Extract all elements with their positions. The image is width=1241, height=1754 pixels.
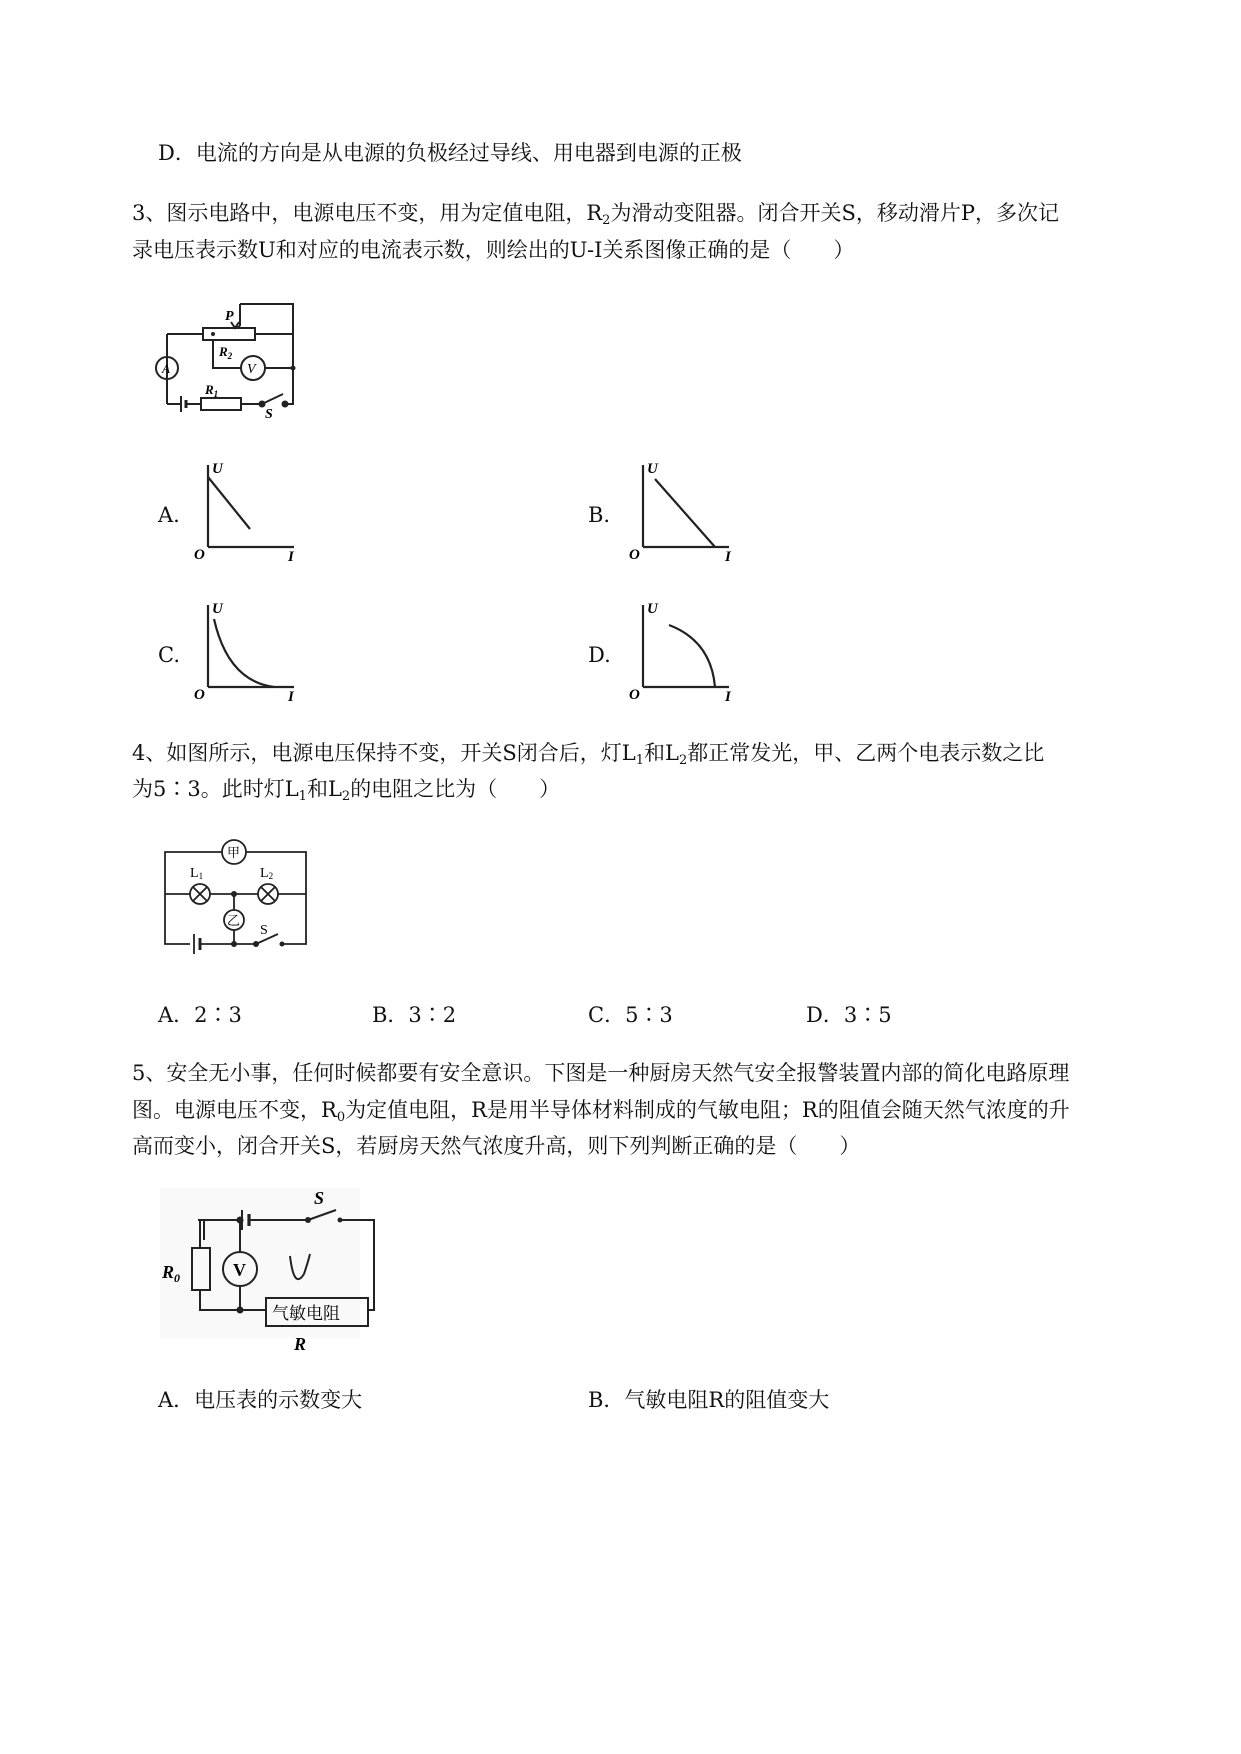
q4-option-c[interactable]: C．5∶3 <box>588 1003 673 1027</box>
r1-label: $R_1$ <box>205 382 219 399</box>
q4-option-b[interactable]: B．3∶2 <box>372 1003 457 1027</box>
q4-text: 4、如图所示，电源电压保持不变，开关S闭合后，灯L <box>132 741 636 765</box>
q5-sub: 0 <box>336 1110 346 1125</box>
q5-stem-line2 <box>132 1095 1070 1133</box>
ammeter-label: A <box>162 361 170 376</box>
switch-s-label: S <box>314 1188 325 1208</box>
q4-stem-line1 <box>132 738 1044 776</box>
lamp-l1-label: L1 <box>190 866 204 881</box>
q3-stem-line2: 录电压表示数U和对应的电流表示数，则绘出的U-I关系图像正确的是（ ） <box>132 238 855 262</box>
origin-label: O <box>194 547 205 563</box>
i-axis-label: I <box>288 549 294 565</box>
q3-circuit-diagram <box>155 298 305 420</box>
origin-label: O <box>194 687 205 703</box>
voltmeter-label: V <box>233 1260 246 1280</box>
i-axis-label: I <box>725 689 731 705</box>
i-axis-label: I <box>725 549 731 565</box>
q4-sub: 1 <box>298 789 307 804</box>
q3-option-d-label[interactable]: D. <box>588 643 611 667</box>
q5-option-a[interactable]: A．电压表的示数变大 <box>158 1388 363 1412</box>
q4-text: 都正常发光，甲、乙两个电表示数之比 <box>687 741 1045 765</box>
origin-label: O <box>629 687 640 703</box>
q4-text: 和L <box>306 777 342 801</box>
q3-option-a-label[interactable]: A. <box>158 503 180 527</box>
q5-circuit-diagram <box>158 1180 388 1358</box>
u-axis-label: U <box>647 601 658 617</box>
q3-graph-b[interactable] <box>625 455 745 565</box>
q4-text: 和L <box>643 741 679 765</box>
q5-text: 为定值电阻，R是用半导体材料制成的气敏电阻；R的阻值会随天然气浓度的升 <box>345 1098 1070 1122</box>
q3-graph-a[interactable] <box>190 455 310 565</box>
switch-s-label: S <box>265 407 273 420</box>
q3-stem-line1 <box>132 198 1059 236</box>
q4-text: 为5∶3。此时灯L <box>132 777 299 801</box>
origin-label: O <box>629 547 640 563</box>
prev-option-d: D．电流的方向是从电源的负极经过导线、用电器到电源的正极 <box>158 141 742 165</box>
r2-label: $R_2$ <box>219 344 233 361</box>
q5-stem-line1: 5、安全无小事，任何时候都要有安全意识。下图是一种厨房天然气安全报警装置内部的简化电路原理 <box>132 1061 1070 1085</box>
u-axis-label: U <box>212 461 223 477</box>
q4-stem-line2 <box>132 774 560 812</box>
u-axis-label: U <box>212 601 223 617</box>
switch-s-label: S <box>260 923 268 938</box>
q3-text: 3、图示电路中，电源电压不变，用为定值电阻，R <box>132 201 603 225</box>
q5-option-b[interactable]: B．气敏电阻R的阻值变大 <box>588 1388 830 1412</box>
gas-sensor-label: 气敏电阻 <box>272 1304 340 1323</box>
slider-p-label: P <box>225 309 234 324</box>
q3-graph-d[interactable] <box>625 595 745 705</box>
q4-option-a[interactable]: A．2∶3 <box>158 1003 242 1027</box>
q5-stem-line3: 高而变小，闭合开关S，若厨房天然气浓度升高，则下列判断正确的是（ ） <box>132 1134 861 1158</box>
meter-jia-label: 甲 <box>227 845 241 860</box>
i-axis-label: I <box>288 689 294 705</box>
q5-text: 图。电源电压不变，R <box>132 1098 337 1122</box>
meter-yi-label: 乙 <box>227 913 241 928</box>
q4-text: 的电阻之比为（ ） <box>350 777 561 801</box>
lamp-l2-label: L2 <box>260 866 274 881</box>
q3-option-c-label[interactable]: C. <box>158 643 180 667</box>
q4-option-d[interactable]: D．3∶5 <box>806 1003 892 1027</box>
q3-text: 为滑动变阻器。闭合开关S，移动滑片P，多次记 <box>610 201 1059 225</box>
q3-graph-c[interactable] <box>190 595 310 705</box>
voltmeter-label: V <box>247 362 256 377</box>
q4-circuit-diagram <box>158 836 318 964</box>
u-axis-label: U <box>647 461 658 477</box>
q3-option-b-label[interactable]: B. <box>588 503 611 527</box>
r0-label: $R_0$ <box>162 1262 181 1285</box>
q4-sub: 2 <box>341 789 351 804</box>
r-label: R <box>294 1334 307 1354</box>
q4-sub: 1 <box>635 753 644 768</box>
q3-sub: 2 <box>602 213 611 228</box>
q4-sub: 2 <box>678 753 688 768</box>
